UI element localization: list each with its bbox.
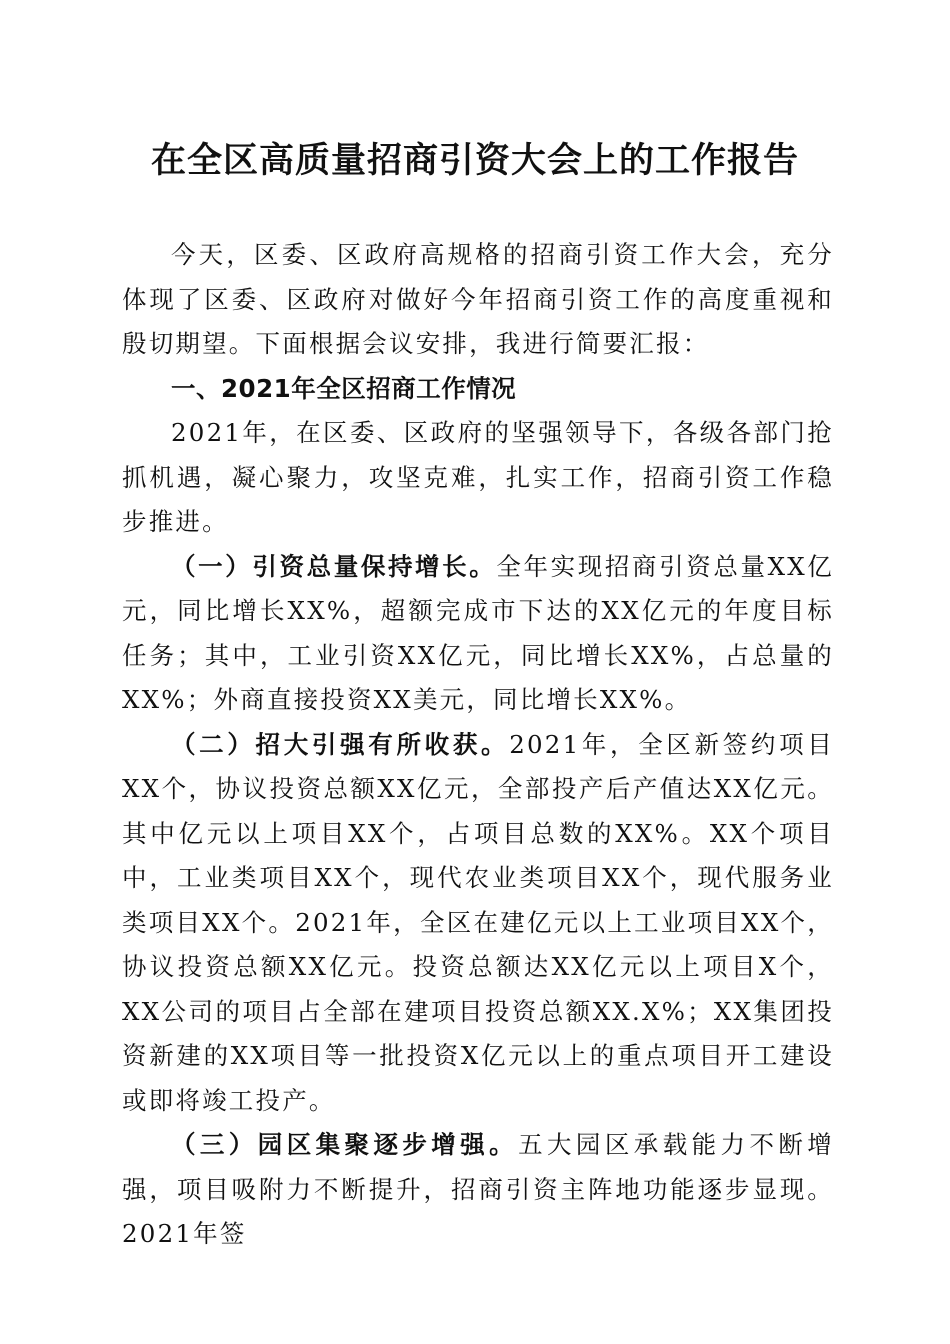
item-1-text: 全年实现招商引资总量XX亿元，同比增长XX%，超额完成市下达的XX亿元的年度目标任务；其中，工业引资XX亿元，同比增长XX%，占总量的XX%；外商直接投资XX美元，同比增长XX%。 [122,551,835,714]
item-3-text: 五大园区承载能力不断增强，项目吸附力不断提升，招商引资主阵地功能逐步显现。2021年签 [122,1130,835,1248]
item-3-paragraph [122,1123,834,1257]
item-3-lead: （三）园区集聚逐步增强。 [171,1130,519,1159]
document-body [122,233,834,1257]
item-2-lead: （二）招大引强有所收获。 [171,729,510,759]
item-1-paragraph [122,545,834,723]
document-title: 在全区高质量招商引资大会上的工作报告 [150,140,799,181]
item-2-text: 2021年，全区新签约项目XX个，协议投资总额XX亿元，全部投产后产值达XX亿元。其中亿元以上项目XX个，占项目总数的XX%。XX个项目中，工业类项目XX个，现代农业类项目XX个，现代服务业类项目XX个。2021年，全区在建亿元以上工业项目XX个，协议投资总额XX亿元。投资总额达XX亿元以上项目X个，XX公司的项目占全部在建项目投资总额XX.X%；XX集团投资新建的XX项目等一批投资X亿元以上的重点项目开工建设或即将竣工投产。 [122,729,834,1115]
section-heading: 一、2021年全区招商工作情况 [171,373,517,403]
item-1-lead: （一）引资总量保持增长。 [171,551,497,581]
section-intro-paragraph: 2021年，在区委、区政府的坚强领导下，各级各部门抢抓机遇，凝心聚力，攻坚克难，扎实工作，招商引资工作稳步推进。 [122,418,834,536]
intro-paragraph: 今天，区委、区政府高规格的招商引资工作大会，充分体现了区委、区政府对做好今年招商引资工作的高度重视和殷切期望。下面根据会议安排，我进行简要汇报： [122,240,834,358]
item-2-paragraph [122,723,834,1124]
